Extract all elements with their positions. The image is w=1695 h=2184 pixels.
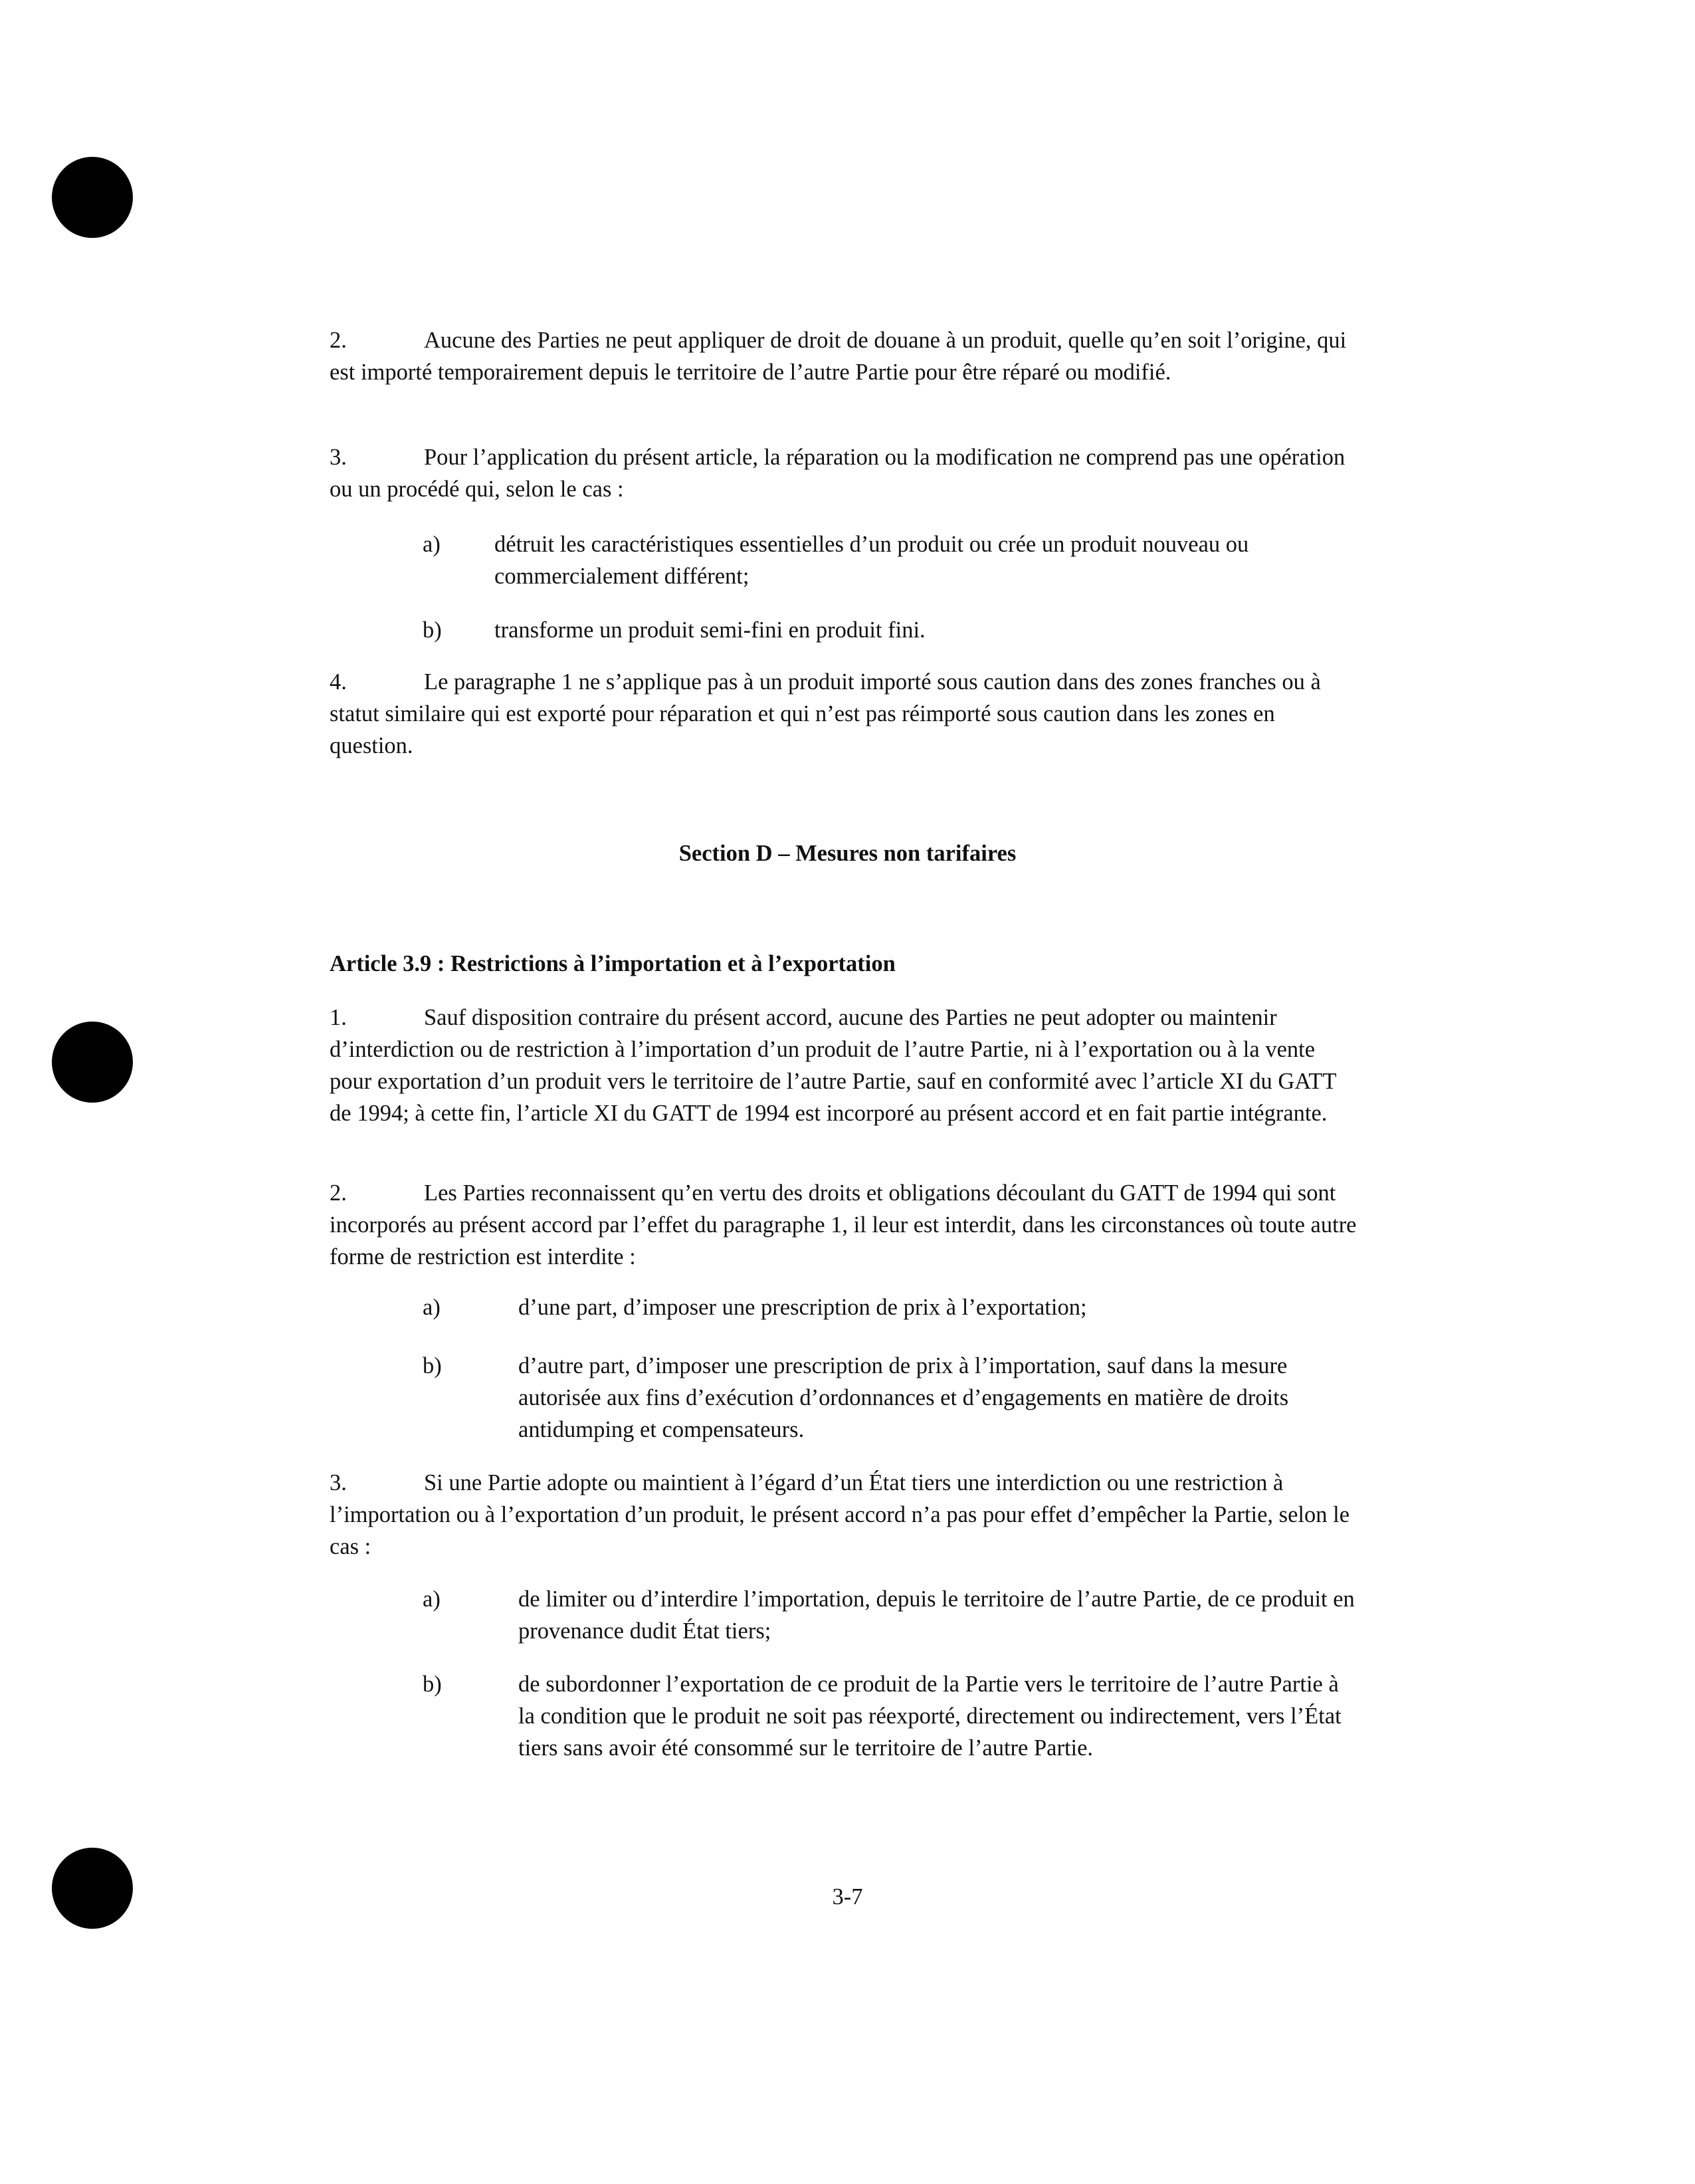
paragraph-number: 3. bbox=[330, 445, 347, 470]
paragraph-number: 4. bbox=[330, 669, 347, 695]
section-title: Section D – Mesures non tarifaires bbox=[678, 841, 1017, 866]
paragraph-text: Si une Partie adopte ou maintient à l’égard d’un État tiers une interdiction ou une restriction à l’importation ou à l’exportation d’un produit, le présent accord n’a pas pour effet d’empêcher la Partie, selon le cas : bbox=[330, 1470, 1350, 1559]
item-text: de subordonner l’exportation de ce produit de la Partie vers le territoire de l’autre Partie à la condition que le produit ne soit pas réexporté, directement ou indirectement, vers l’État tiers sans avoir été consommé sur le territoire de l’autre Partie. bbox=[518, 1672, 1342, 1761]
item-label: a) bbox=[423, 532, 441, 557]
paragraph-number: 2. bbox=[330, 328, 347, 353]
item-text: de limiter ou d’interdire l’importation, depuis le territoire de l’autre Partie, de ce produit en provenance dudit État tiers; bbox=[518, 1586, 1355, 1644]
item-text: transforme un produit semi-fini en produit fini. bbox=[494, 617, 926, 643]
item-text: d’autre part, d’imposer une prescription de prix à l’importation, sauf dans la mesure autorisée aux fins d’exécution d’ordonnances et d’engagements en matière de droits antidumping et compensateurs. bbox=[518, 1353, 1289, 1442]
article-paragraph-1 bbox=[330, 1002, 1359, 1129]
item-label: a) bbox=[423, 1586, 441, 1612]
paragraph-text: Pour l’application du présent article, la réparation ou la modification ne comprend pas une opération ou un procédé qui, selon le cas : bbox=[330, 445, 1346, 502]
paragraph-4-bonded bbox=[330, 666, 1359, 762]
item-label: a) bbox=[423, 1295, 441, 1320]
item-label: b) bbox=[423, 1353, 442, 1378]
paragraph-text: Le paragraphe 1 ne s’applique pas à un produit importé sous caution dans des zones franches ou à statut similaire qui est exporté pour réparation et qui n’est pas réimporté sous caution dans les zones en question. bbox=[330, 669, 1321, 758]
paragraph-text: Sauf disposition contraire du présent accord, aucune des Parties ne peut adopter ou maintenir d’interdiction ou de restriction à l’importation d’un produit de l’autre Partie, ni à l’exportation ou à la vente pour exportation d’un produit vers le territoire de l’autre Partie, sauf en conformité avec l’article XI du GATT de 1994; à cette fin, l’article XI du GATT de 1994 est incorporé au présent accord et en fait partie intégrante. bbox=[330, 1005, 1336, 1126]
item-text: détruit les caractéristiques essentielles d’un produit ou crée un produit nouveau ou commercialement différent; bbox=[494, 532, 1249, 589]
paragraph-number: 3. bbox=[330, 1470, 347, 1495]
article-title: Article 3.9 : Restrictions à l’importation et à l’exportation bbox=[330, 951, 896, 976]
article-paragraph-2 bbox=[330, 1177, 1359, 1273]
paragraph-number: 1. bbox=[330, 1005, 347, 1030]
paragraph-number: 2. bbox=[330, 1180, 347, 1206]
article-paragraph-3 bbox=[330, 1467, 1359, 1563]
paragraph-2-repair bbox=[330, 324, 1359, 388]
punch-hole-top bbox=[52, 157, 133, 238]
punch-hole-middle bbox=[52, 1022, 133, 1103]
paragraph-text: Aucune des Parties ne peut appliquer de droit de douane à un produit, quelle qu’en soit l’origine, qui est importé temporairement depuis le territoire de l’autre Partie pour être réparé ou modifié. bbox=[330, 328, 1347, 385]
item-label: b) bbox=[423, 617, 442, 643]
paragraph-text: Les Parties reconnaissent qu’en vertu des droits et obligations découlant du GATT de 1994 qui sont incorporés au présent accord par l’effet du paragraphe 1, il leur est interdit, dans les circonstances où toute autre forme de restriction est interdite : bbox=[330, 1180, 1357, 1269]
paragraph-3-repair-definition bbox=[330, 441, 1359, 505]
item-text: d’une part, d’imposer une prescription de prix à l’exportation; bbox=[518, 1295, 1087, 1320]
page-number: 3-7 bbox=[832, 1884, 863, 1910]
item-label: b) bbox=[423, 1672, 442, 1697]
